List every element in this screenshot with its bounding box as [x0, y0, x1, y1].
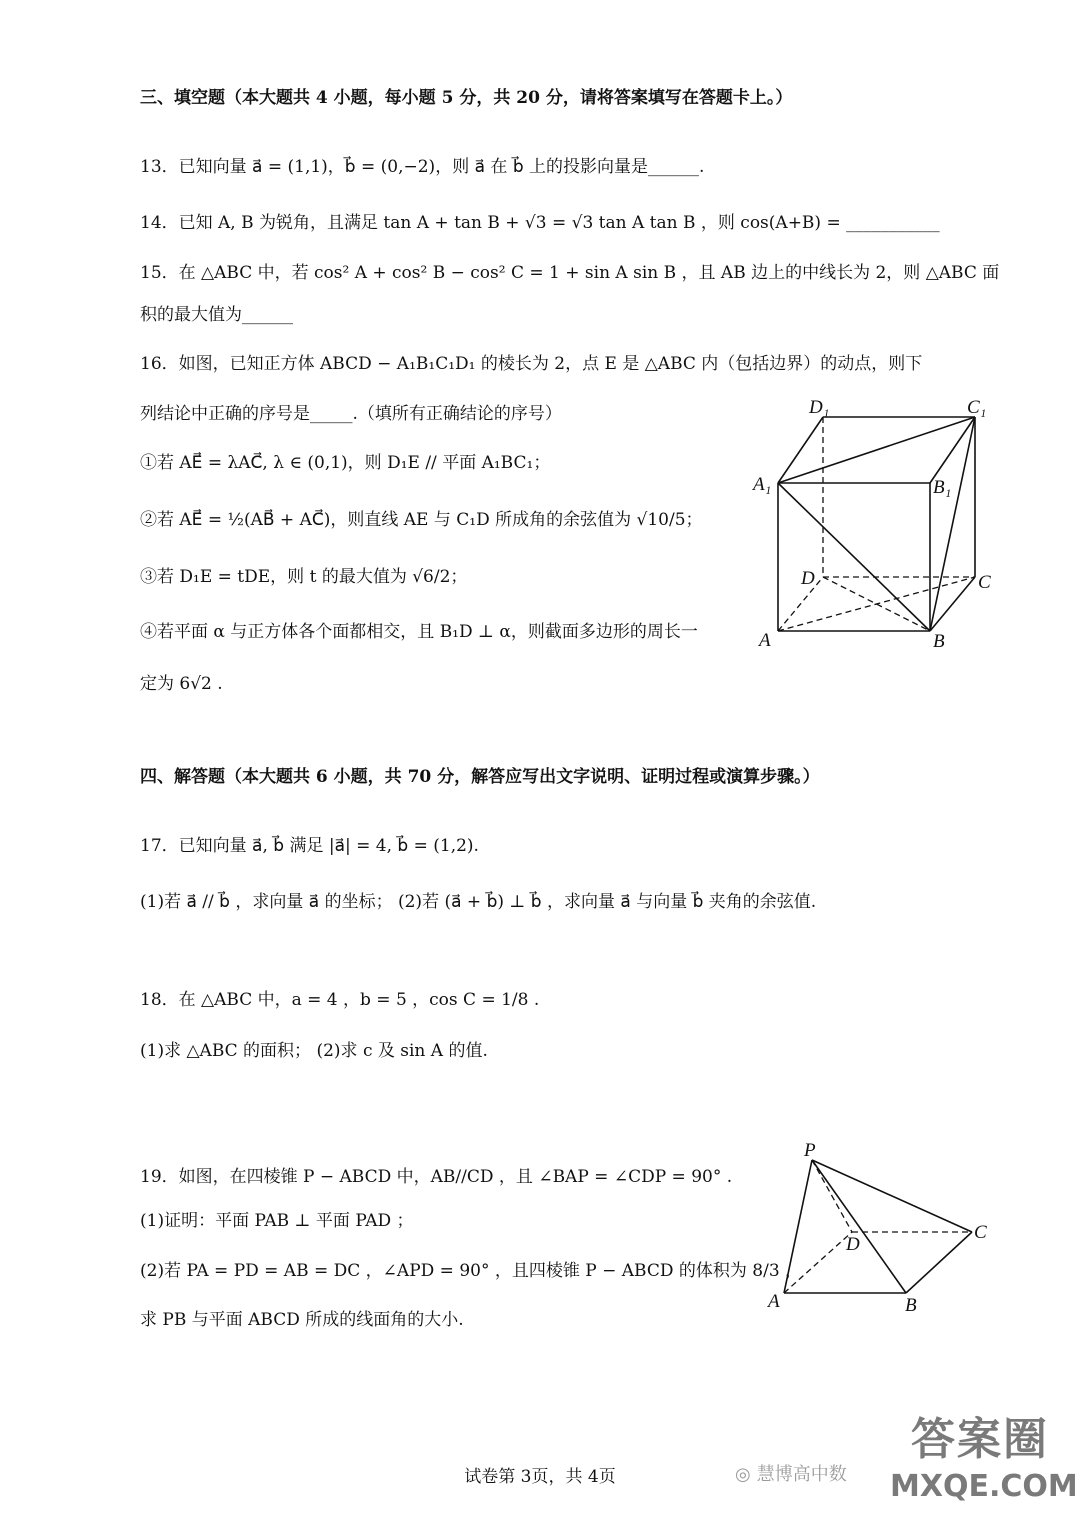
question-18: 18．在 △ABC 中，a = 4 ，b = 5 ，cos C = 1/8 .	[140, 990, 540, 1010]
pyramid-label-A: A	[768, 1291, 780, 1312]
edge-PB	[812, 1160, 906, 1293]
cube-label-A: A	[759, 630, 771, 651]
question-16-option3: ③若 D₁E = tDE，则 t 的最大值为 √6/2；	[140, 567, 468, 587]
question-19-part2: (2)若 PA = PD = AB = DC ，∠APD = 90° ，且四棱锥 P − ABCD 的体积为 8/3 ，	[140, 1261, 803, 1281]
question-17-parts: (1)若 a⃗ // b⃗ ，求向量 a⃗ 的坐标； (2)若 (a⃗ + b⃗) ⊥ b⃗ ，求向量 a⃗ 与向量 b⃗ 夹角的余弦值.	[140, 892, 817, 912]
edge-A1D1	[778, 417, 823, 483]
section3-heading: 三、填空题（本大题共 4 小题，每小题 5 分，共 20 分，请将答案填写在答题卡上。）	[140, 88, 793, 108]
cube-label-C: C	[978, 572, 991, 593]
wechat-icon: ◎	[735, 1464, 751, 1485]
edge-A1B	[778, 483, 930, 631]
cube-label-A1: A₁	[753, 474, 772, 495]
section4-heading: 四、解答题（本大题共 6 小题，共 70 分，解答应写出文字说明、证明过程或演算步骤。）	[140, 767, 820, 787]
question-15-line1: 15．在 △ABC 中，若 cos² A + cos² B − cos² C = 1 + sin A sin B ，且 AB 边上的中线长为 2，则 △ABC 面	[140, 263, 1000, 283]
edge-BC	[930, 577, 975, 631]
pyramid-label-B: B	[905, 1295, 917, 1316]
page-footer: 试卷第 3页，共 4页	[464, 1467, 616, 1487]
site-logo-watermark	[890, 1412, 1078, 1518]
edge-A1C1	[778, 417, 975, 483]
question-16-line2: 列结论中正确的序号是_____.（填所有正确结论的序号）	[140, 404, 562, 424]
wechat-account-name: 慧博高中数	[756, 1464, 847, 1485]
question-16-option4-line2: 定为 6√2 .	[140, 674, 223, 694]
question-14: 14．已知 A, B 为锐角，且满足 tan A + tan B + √3 = √3 tan A tan B ，则 cos(A+B) = ___________	[140, 213, 940, 233]
question-18-parts: (1)求 △ABC 的面积； (2)求 c 及 sin A 的值.	[140, 1041, 488, 1061]
cube-label-C1: C₁	[967, 397, 987, 418]
cube-label-D1: D₁	[809, 397, 830, 418]
question-19-part1: (1)证明：平面 PAB ⊥ 平面 PAD ；	[140, 1211, 414, 1231]
question-15-line2: 积的最大值为______	[140, 305, 293, 325]
question-16-line1: 16．如图，已知正方体 ABCD − A₁B₁C₁D₁ 的棱长为 2，点 E 是 △ABC 内（包括边界）的动点，则下	[140, 354, 923, 374]
logo-text-bottom: MXQE.COM	[890, 1469, 1078, 1504]
question-13: 13．已知向量 a⃗ = (1,1)，b⃗ = (0,−2)，则 a⃗ 在 b⃗ 上的投影向量是______.	[140, 157, 705, 177]
cube-figure	[745, 395, 1005, 660]
question-17: 17．已知向量 a⃗, b⃗ 满足 |a⃗| = 4, b⃗ = (1,2).	[140, 836, 479, 856]
edge-PA	[784, 1160, 812, 1293]
logo-text-top: 答案圈	[911, 1414, 1049, 1465]
cube-label-D: D	[801, 568, 815, 589]
cube-label-B1: B₁	[933, 477, 952, 498]
question-19-part2-cont: 求 PB 与平面 ABCD 所成的线面角的大小.	[140, 1310, 464, 1330]
edge-BC	[906, 1232, 972, 1293]
pyramid-label-P: P	[804, 1140, 816, 1161]
question-16-option4-line1: ④若平面 α 与正方体各个面都相交，且 B₁D ⊥ α，则截面多边形的周长一	[140, 622, 698, 642]
question-16-option1: ①若 AE⃗ = λAC⃗, λ ∈ (0,1)，则 D₁E // 平面 A₁BC₁；	[140, 453, 551, 473]
wechat-watermark	[735, 1460, 847, 1486]
question-16-option2: ②若 AE⃗ = ½(AB⃗ + AC⃗)，则直线 AE 与 C₁D 所成角的余弦值为 √10/5；	[140, 510, 703, 530]
question-19: 19．如图，在四棱锥 P − ABCD 中，AB//CD ，且 ∠BAP = ∠CDP = 90° .	[140, 1167, 733, 1187]
edge-PD	[812, 1160, 852, 1232]
edge-PC	[812, 1160, 972, 1232]
cube-label-B: B	[933, 631, 945, 652]
pyramid-label-C: C	[974, 1222, 987, 1243]
pyramid-figure	[762, 1140, 1002, 1320]
pyramid-label-D: D	[846, 1234, 860, 1255]
